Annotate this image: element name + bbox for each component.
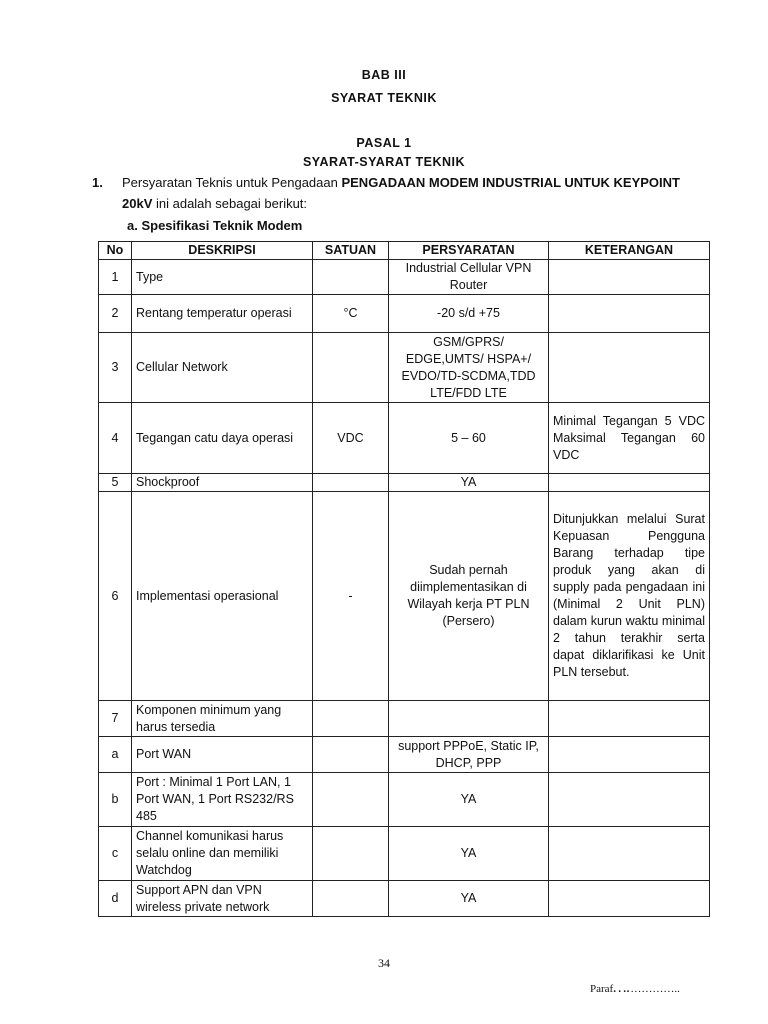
sub-heading: a. Spesifikasi Teknik Modem <box>127 218 303 233</box>
initials-label: Paraf <box>590 983 614 995</box>
chapter-title: SYARAT TEKNIK <box>331 91 437 105</box>
cell-satuan <box>313 827 389 881</box>
header-persyaratan: PERSYARATAN <box>389 242 549 260</box>
cell-satuan: °C <box>313 295 389 333</box>
cell-desc: Type <box>132 260 313 295</box>
chapter-number: BAB III <box>361 68 407 82</box>
initials-dots: ………….. <box>630 983 680 995</box>
cell-no: a <box>99 737 132 773</box>
cell-req: YA <box>389 474 549 492</box>
cell-satuan <box>313 260 389 295</box>
cell-desc: Shockproof <box>132 474 313 492</box>
item-text-rest: ini adalah sebagai berikut: <box>152 196 308 211</box>
table-row <box>99 474 710 492</box>
cell-desc: Rentang temperatur operasi <box>132 295 313 333</box>
cell-satuan: - <box>313 492 389 701</box>
cell-ket <box>549 773 710 827</box>
cell-ket <box>549 881 710 917</box>
table-row <box>99 773 710 827</box>
table-row <box>99 881 710 917</box>
table-row <box>99 701 710 737</box>
item-text-bold: PENGADAAN MODEM INDUSTRIAL UNTUK KEYPOINT <box>341 175 680 190</box>
cell-req: 5 – 60 <box>389 403 549 474</box>
cell-no: 1 <box>99 260 132 295</box>
cell-no: b <box>99 773 132 827</box>
cell-satuan <box>313 474 389 492</box>
header-deskripsi: DESKRIPSI <box>132 242 313 260</box>
cell-no: 5 <box>99 474 132 492</box>
cell-satuan <box>313 881 389 917</box>
cell-ket <box>549 474 710 492</box>
item-text-voltage: 20kV <box>122 196 153 211</box>
cell-desc: Support APN dan VPN wireless private network <box>132 881 313 917</box>
cell-no: c <box>99 827 132 881</box>
cell-satuan <box>313 333 389 403</box>
article-title: SYARAT-SYARAT TEKNIK <box>302 155 466 169</box>
table-row <box>99 333 710 403</box>
header-keterangan: KETERANGAN <box>549 242 710 260</box>
cell-satuan <box>313 737 389 773</box>
cell-req: -20 s/d +75 <box>389 295 549 333</box>
cell-no: 4 <box>99 403 132 474</box>
table-row <box>99 827 710 881</box>
item-text-prefix: Persyaratan Teknis untuk Pengadaan <box>122 175 342 190</box>
cell-ket <box>549 333 710 403</box>
cell-req <box>389 701 549 737</box>
cell-desc: Port WAN <box>132 737 313 773</box>
cell-no: 2 <box>99 295 132 333</box>
header-satuan: SATUAN <box>313 242 389 260</box>
cell-ket: Minimal Tegangan 5 VDC Maksimal Tegangan 60 VDC <box>549 403 710 474</box>
cell-req: YA <box>389 827 549 881</box>
cell-ket <box>549 737 710 773</box>
cell-no: 3 <box>99 333 132 403</box>
page-number: 34 <box>378 956 390 970</box>
cell-req: support PPPoE, Static IP, DHCP, PPP <box>389 737 549 773</box>
cell-ket <box>549 827 710 881</box>
cell-desc: Implementasi operasional <box>132 492 313 701</box>
cell-desc: Channel komunikasi harus selalu online dan memiliki Watchdog <box>132 827 313 881</box>
header-no: No <box>99 242 132 260</box>
article-number: PASAL 1 <box>356 136 412 150</box>
cell-ket <box>549 260 710 295</box>
cell-ket <box>549 295 710 333</box>
spec-table <box>98 241 710 917</box>
table-row <box>99 403 710 474</box>
table-row <box>99 492 710 701</box>
cell-satuan: VDC <box>313 403 389 474</box>
item-text-line1 <box>122 175 722 190</box>
cell-desc: Komponen minimum yang harus tersedia <box>132 701 313 737</box>
cell-req: Industrial Cellular VPN Router <box>389 260 549 295</box>
cell-desc: Cellular Network <box>132 333 313 403</box>
item-number: 1. <box>92 175 103 190</box>
item-text-line2 <box>122 196 307 211</box>
cell-req: GSM/GPRS/ EDGE,UMTS/ HSPA+/ EVDO/TD-SCDMA,TDD LTE/FDD LTE <box>389 333 549 403</box>
table-row <box>99 295 710 333</box>
initials-field <box>590 980 680 997</box>
cell-satuan <box>313 701 389 737</box>
table-row <box>99 260 710 295</box>
cell-req: YA <box>389 881 549 917</box>
cell-ket <box>549 701 710 737</box>
cell-req: Sudah pernah diimplementasikan di Wilayah kerja PT PLN (Persero) <box>389 492 549 701</box>
table-header-row <box>99 242 710 260</box>
table-row <box>99 737 710 773</box>
cell-no: 7 <box>99 701 132 737</box>
initials-signature: …. <box>613 980 631 996</box>
cell-req: YA <box>389 773 549 827</box>
cell-desc: Port : Minimal 1 Port LAN, 1 Port WAN, 1 Port RS232/RS 485 <box>132 773 313 827</box>
cell-desc: Tegangan catu daya operasi <box>132 403 313 474</box>
cell-no: d <box>99 881 132 917</box>
cell-ket: Ditunjukkan melalui Surat Kepuasan Pengguna Barang terhadap tipe produk yang akan di supply pada pengadaan ini (Minimal 2 Unit PLN) dalam kurun waktu minimal 2 tahun terakhir serta dapat diklarifikasi ke Unit PLN tersebut. <box>549 492 710 701</box>
cell-satuan <box>313 773 389 827</box>
cell-no: 6 <box>99 492 132 701</box>
